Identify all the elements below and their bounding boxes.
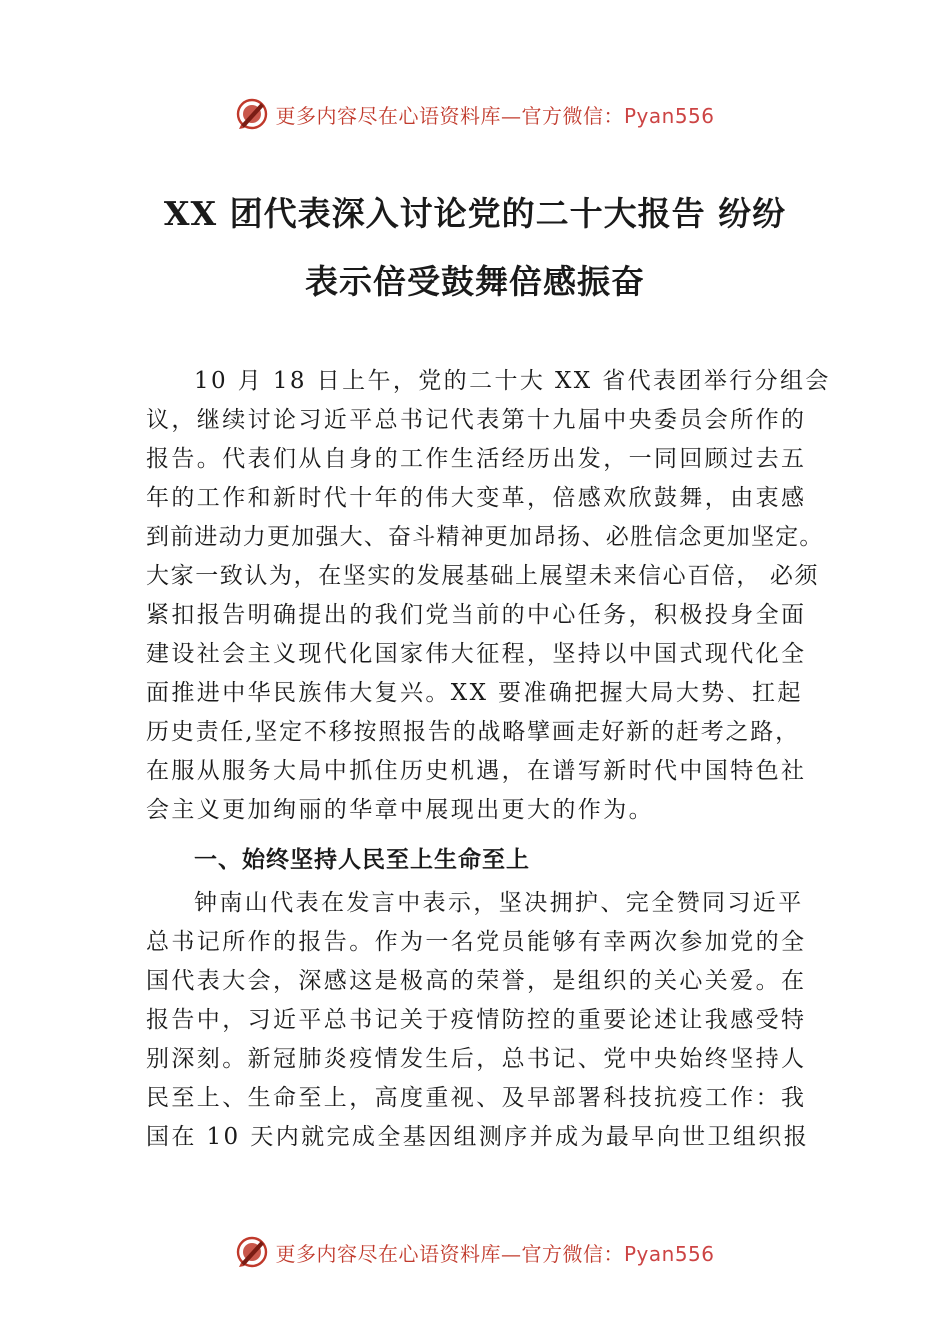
paragraph-1-line-2: 议，继续讨论习近平总书记代表第十九届中央委员会所作的 (146, 407, 807, 433)
paragraph-2-line-6: 民至上、生命至上，高度重视、及早部署科技抗疫工作：我 (146, 1085, 807, 1111)
paragraph-1-line-5: 到前进动力更加强大、奋斗精神更加昂扬、必胜信念更加坚定。 (146, 524, 824, 550)
paragraph-1-line-7: 紧扣报告明确提出的我们党当前的中心任务，积极投身全面 (146, 602, 807, 628)
footer-banner-label (275, 1238, 714, 1267)
footer-banner-text: 更多内容尽在心语资料库—官方微信： (275, 1241, 624, 1266)
paragraph-2-line-1: 钟南山代表在发言中表示，坚决拥护、完全赞同习近平 (194, 890, 804, 916)
paragraph-1-line-1: 10 月 18 日上午，党的二十大 XX 省代表团举行分组会 (194, 368, 831, 394)
paragraph-1-line-4: 年的工作和新时代十年的伟大变革，倍感欢欣鼓舞，由衷感 (146, 485, 807, 511)
header-banner (0, 94, 950, 134)
paragraph-2-line-5: 别深刻。新冠肺炎疫情发生后，总书记、党中央始终坚持人 (146, 1046, 807, 1072)
paragraph-2-line-2: 总书记所作的报告。作为一名党员能够有幸两次参加党的全 (146, 929, 807, 955)
paragraph-1-line-8: 建设社会主义现代化国家伟大征程，坚持以中国式现代化全 (146, 641, 807, 667)
paragraph-1-line-12: 会主义更加绚丽的华章中展现出更大的作为。 (146, 797, 654, 823)
paragraph-1-line-11: 在服从服务大局中抓住历史机遇，在谱写新时代中国特色社 (146, 758, 807, 784)
footer-banner-handle: Pyan556 (623, 1241, 715, 1266)
footer-banner (0, 1232, 950, 1272)
header-banner-label (275, 100, 714, 129)
paragraph-1-line-10: 历史责任,坚定不移按照报告的战略擘画走好新的赶考之路， (146, 719, 800, 745)
paragraph-1-line-6: 大家一致认为，在坚实的发展基础上展望未来信心百倍， 必须 (146, 563, 820, 589)
document-title-line-2: 表示倍受鼓舞倍感振奋 (305, 262, 645, 301)
paragraph-1-line-9: 面推进中华民族伟大复兴。XX 要准确把握大局大势、扛起 (146, 680, 803, 706)
header-banner-handle: Pyan556 (623, 103, 715, 128)
paragraph-1-line-3: 报告。代表们从自身的工作生活经历出发，一同回顾过去五 (146, 446, 807, 472)
header-banner-text: 更多内容尽在心语资料库—官方微信： (275, 103, 624, 128)
paragraph-2-line-4: 报告中，习近平总书记关于疫情防控的重要论述让我感受特 (146, 1007, 807, 1033)
pen-seal-icon (235, 97, 269, 131)
document-title-line-1: XX 团代表深入讨论党的二十大报告 纷纷 (163, 194, 787, 233)
section-1-heading: 一、始终坚持人民至上生命至上 (194, 847, 530, 873)
paragraph-2-line-7: 国在 10 天内就完成全基因组测序并成为最早向世卫组织报 (146, 1124, 810, 1150)
pen-seal-icon (235, 1235, 269, 1269)
paragraph-2-line-3: 国代表大会，深感这是极高的荣誉，是组织的关心关爱。在 (146, 968, 807, 994)
